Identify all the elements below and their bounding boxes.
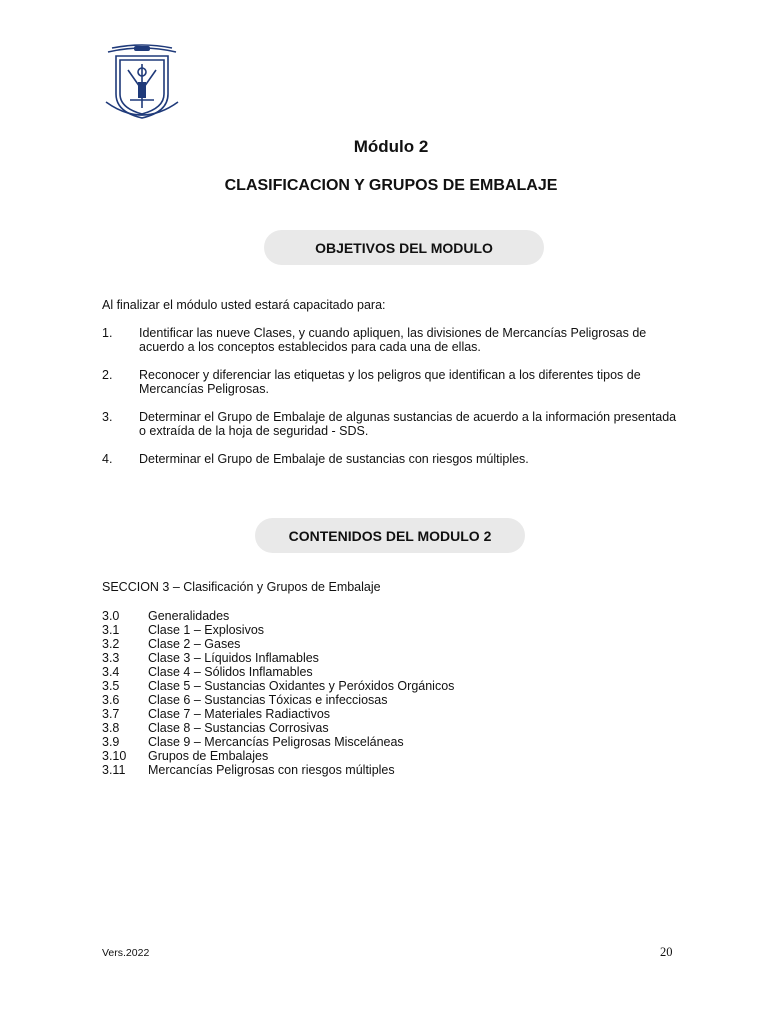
objectives-list	[102, 326, 682, 480]
toc-item	[102, 735, 454, 749]
toc-text: Clase 9 – Mercancías Peligrosas Misceláneas	[148, 735, 404, 749]
item-number: 4.	[102, 452, 113, 466]
toc-number: 3.5	[102, 679, 120, 693]
item-text: Determinar el Grupo de Embalaje de algunas sustancias de acuerdo a la información presentada o extraída de la hoja de seguridad - SDS.	[139, 410, 677, 438]
toc-number: 3.10	[102, 749, 127, 763]
item-number: 3.	[102, 410, 113, 424]
contents-heading: CONTENIDOS DEL MODULO 2	[255, 518, 525, 553]
toc-number: 3.1	[102, 623, 120, 637]
objectives-heading: OBJETIVOS DEL MODULO	[264, 230, 544, 265]
item-text: Reconocer y diferenciar las etiquetas y los peligros que identifican a los diferentes tipos de Mercancías Peligrosas.	[139, 368, 641, 396]
toc-text: Grupos de Embalajes	[148, 749, 269, 763]
toc-item	[102, 749, 454, 763]
toc-item	[102, 707, 454, 721]
toc-number: 3.3	[102, 651, 120, 665]
list-item	[102, 368, 682, 396]
module-title: CLASIFICACION Y GRUPOS DE EMBALAJE	[224, 177, 558, 194]
contents-list	[102, 609, 454, 777]
item-text: Identificar las nueve Clases, y cuando apliquen, las divisiones de Mercancías Peligrosas de acuerdo a los conceptos establecidos para cada una de ellas.	[139, 326, 647, 354]
list-item	[102, 326, 682, 354]
toc-number: 3.6	[102, 693, 120, 707]
toc-text: Clase 5 – Sustancias Oxidantes y Peróxidos Orgánicos	[148, 679, 455, 693]
item-number: 1.	[102, 326, 113, 340]
toc-item	[102, 679, 454, 693]
toc-item	[102, 721, 454, 735]
toc-text: Clase 2 – Gases	[148, 637, 241, 651]
toc-item	[102, 651, 454, 665]
objectives-intro: Al finalizar el módulo usted estará capacitado para:	[102, 298, 386, 312]
toc-text: Clase 6 – Sustancias Tóxicas e infecciosas	[148, 693, 388, 707]
item-number: 2.	[102, 368, 113, 382]
version-label: Vers.2022	[102, 947, 150, 959]
toc-text: Clase 1 – Explosivos	[148, 623, 265, 637]
toc-text: Clase 7 – Materiales Radiactivos	[148, 707, 331, 721]
institution-crest-icon	[102, 42, 182, 124]
toc-number: 3.0	[102, 609, 120, 623]
toc-text: Generalidades	[148, 609, 230, 623]
module-number: Módulo 2	[353, 137, 429, 156]
toc-number: 3.8	[102, 721, 120, 735]
toc-item	[102, 763, 454, 777]
toc-item	[102, 609, 454, 623]
page-number: 20	[660, 945, 673, 959]
toc-item	[102, 623, 454, 637]
toc-text: Clase 3 – Líquidos Inflamables	[148, 651, 319, 665]
toc-item	[102, 693, 454, 707]
item-text: Determinar el Grupo de Embalaje de sustancias con riesgos múltiples.	[139, 452, 529, 466]
toc-number: 3.9	[102, 735, 120, 749]
list-item	[102, 452, 682, 466]
list-item	[102, 410, 682, 438]
toc-number: 3.2	[102, 637, 120, 651]
toc-item	[102, 637, 454, 651]
toc-text: Mercancías Peligrosas con riesgos múltiples	[148, 763, 395, 777]
toc-item	[102, 665, 454, 679]
toc-number: 3.7	[102, 707, 120, 721]
toc-number: 3.11	[102, 763, 126, 777]
toc-text: Clase 8 – Sustancias Corrosivas	[148, 721, 329, 735]
section-title: SECCION 3 – Clasificación y Grupos de Embalaje	[102, 580, 381, 594]
toc-text: Clase 4 – Sólidos Inflamables	[148, 665, 313, 679]
toc-number: 3.4	[102, 665, 120, 679]
